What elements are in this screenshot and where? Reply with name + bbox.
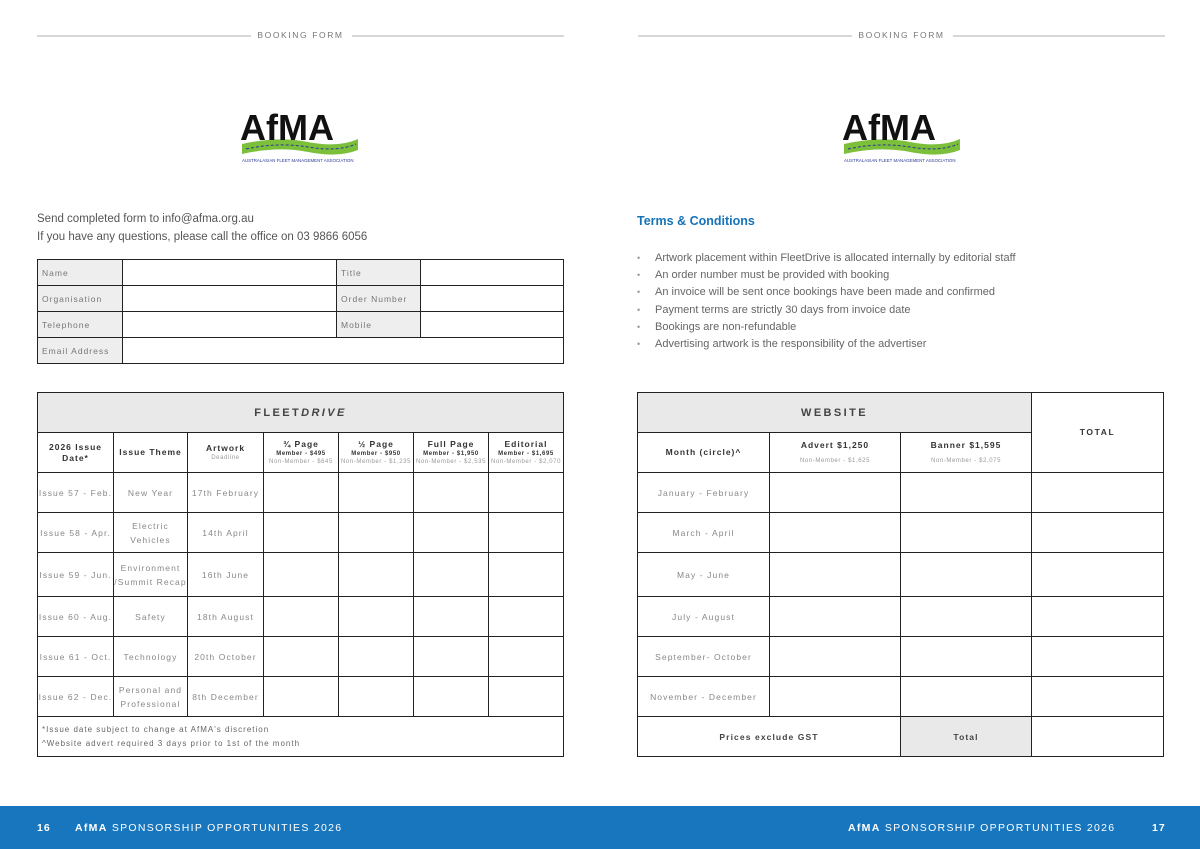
deadline-cell: 16th June: [188, 553, 264, 597]
telephone-field[interactable]: [123, 312, 337, 338]
fleetdrive-booking-table: [37, 392, 564, 757]
logo-tagline: AUSTRALASIAN FLEET MANAGEMENT ASSOCIATION: [844, 158, 956, 163]
table-row: [38, 553, 564, 597]
banner-cell[interactable]: [901, 473, 1032, 513]
booking-cell[interactable]: [414, 677, 489, 717]
logo-tagline: AUSTRALASIAN FLEET MANAGEMENT ASSOCIATION: [242, 158, 354, 163]
issue-cell: Issue 59 - Jun.: [38, 553, 114, 597]
theme-cell: New Year: [114, 473, 188, 513]
banner-cell[interactable]: [901, 553, 1032, 597]
col-issue-theme: Issue Theme: [114, 433, 188, 473]
booking-cell[interactable]: [414, 473, 489, 513]
right-footer-text: AfMA SPONSORSHIP OPPORTUNITIES 2026: [848, 822, 1116, 834]
right-page-number: 17: [1152, 822, 1166, 834]
note-website-advert: ^Website advert required 3 days prior to 1st of the month: [42, 738, 301, 748]
issue-cell: Issue 62 - Dec.: [38, 677, 114, 717]
fleetdrive-notes: [38, 717, 564, 757]
left-header-label: BOOKING FORM: [257, 30, 344, 40]
col-half-page: ½ Page Member - $950 Non-Member - $1,235: [339, 433, 414, 473]
deadline-cell: 8th December: [188, 677, 264, 717]
fleetdrive-title: FLEETDRIVE: [38, 393, 564, 433]
month-cell[interactable]: March - April: [638, 513, 770, 553]
grand-total-field[interactable]: [1032, 717, 1164, 757]
col-editorial: Editorial Member - $1,695 Non-Member - $2,070: [489, 433, 564, 473]
title-field[interactable]: [421, 260, 564, 286]
booking-cell[interactable]: [339, 553, 414, 597]
advert-cell[interactable]: [770, 513, 901, 553]
table-row: [638, 553, 1164, 597]
mobile-field[interactable]: [421, 312, 564, 338]
theme-cell: Safety: [114, 597, 188, 637]
booking-cell[interactable]: [264, 553, 339, 597]
list-item: • Payment terms are strictly 30 days from invoice date: [637, 302, 1016, 319]
contact-instructions: [37, 210, 367, 246]
booking-cell[interactable]: [414, 513, 489, 553]
col-full-page: Full Page Member - $1,950 Non-Member - $2,535: [414, 433, 489, 473]
issue-cell: Issue 58 - Apr.: [38, 513, 114, 553]
booking-cell[interactable]: [339, 637, 414, 677]
page-footer: [0, 806, 1200, 849]
booking-cell[interactable]: [339, 513, 414, 553]
total-cell[interactable]: [1032, 677, 1164, 717]
name-label: Name: [38, 260, 123, 286]
deadline-cell: 14th April: [188, 513, 264, 553]
right-page-header: [638, 30, 1165, 42]
table-row: [38, 677, 564, 717]
booking-cell[interactable]: [264, 677, 339, 717]
afma-logo-left: [238, 92, 362, 166]
month-cell[interactable]: November - December: [638, 677, 770, 717]
telephone-label: Telephone: [38, 312, 123, 338]
booking-cell[interactable]: [489, 513, 564, 553]
month-cell[interactable]: January - February: [638, 473, 770, 513]
advert-cell[interactable]: [770, 637, 901, 677]
banner-cell[interactable]: [901, 637, 1032, 677]
mobile-label: Mobile: [337, 312, 421, 338]
banner-cell[interactable]: [901, 513, 1032, 553]
prices-note: Prices exclude GST: [638, 717, 901, 757]
advert-cell[interactable]: [770, 677, 901, 717]
col-three-quarter-page: ¾ Page Member - $495 Non-Member - $645: [264, 433, 339, 473]
organisation-label: Organisation: [38, 286, 123, 312]
total-label: Total: [901, 717, 1032, 757]
table-row: [38, 473, 564, 513]
banner-cell[interactable]: [901, 677, 1032, 717]
table-row: [38, 637, 564, 677]
note-issue-date: *Issue date subject to change at AfMA's discretion: [42, 724, 270, 734]
table-row: [638, 637, 1164, 677]
booking-cell[interactable]: [339, 677, 414, 717]
booking-cell[interactable]: [264, 637, 339, 677]
right-header-label: BOOKING FORM: [858, 30, 945, 40]
total-cell[interactable]: [1032, 597, 1164, 637]
total-cell[interactable]: [1032, 553, 1164, 597]
list-item: • Bookings are non-refundable: [637, 319, 1016, 336]
advert-cell[interactable]: [770, 553, 901, 597]
order-number-label: Order Number: [337, 286, 421, 312]
table-row: [638, 473, 1164, 513]
banner-cell[interactable]: [901, 597, 1032, 637]
booking-cell[interactable]: [339, 473, 414, 513]
deadline-cell: 17th February: [188, 473, 264, 513]
contact-email-line: Send completed form to info@afma.org.au: [37, 213, 254, 225]
col-month: Month (circle)^: [638, 433, 770, 473]
website-title: WEBSITE: [638, 393, 1032, 433]
table-row: [638, 597, 1164, 637]
advert-cell[interactable]: [770, 597, 901, 637]
month-cell[interactable]: July - August: [638, 597, 770, 637]
booking-cell[interactable]: [414, 637, 489, 677]
booking-cell[interactable]: [489, 553, 564, 597]
left-page-number: 16: [37, 822, 51, 834]
col-advert: Advert $1,250 Non-Member - $1,625: [770, 433, 901, 473]
deadline-cell: 20th October: [188, 637, 264, 677]
issue-cell: Issue 60 - Aug.: [38, 597, 114, 637]
list-item: • Advertising artwork is the responsibility of the advertiser: [637, 336, 1016, 353]
left-page-header: [37, 30, 564, 42]
booking-cell[interactable]: [414, 597, 489, 637]
afma-logo-right: [840, 92, 964, 166]
name-field[interactable]: [123, 260, 337, 286]
booking-cell[interactable]: [489, 637, 564, 677]
table-row: [38, 513, 564, 553]
total-cell[interactable]: [1032, 637, 1164, 677]
deadline-cell: 18th August: [188, 597, 264, 637]
col-total: TOTAL: [1032, 393, 1164, 473]
total-cell[interactable]: [1032, 513, 1164, 553]
title-label: Title: [337, 260, 421, 286]
contact-details-form: [37, 259, 564, 364]
email-label: Email Address: [38, 338, 123, 364]
theme-cell: Personal and Professional: [114, 677, 188, 717]
issue-cell: Issue 57 - Feb.: [38, 473, 114, 513]
issue-cell: Issue 61 - Oct.: [38, 637, 114, 677]
month-cell[interactable]: September- October: [638, 637, 770, 677]
terms-title: Terms & Conditions: [637, 214, 755, 228]
booking-cell[interactable]: [414, 553, 489, 597]
organisation-field[interactable]: [123, 286, 337, 312]
booking-cell[interactable]: [339, 597, 414, 637]
left-footer-text: AfMA SPONSORSHIP OPPORTUNITIES 2026: [75, 822, 343, 834]
website-booking-table: [637, 392, 1164, 757]
col-issue-date: 2026 Issue Date*: [38, 433, 114, 473]
booking-cell[interactable]: [489, 473, 564, 513]
booking-cell[interactable]: [264, 473, 339, 513]
booking-cell[interactable]: [264, 513, 339, 553]
month-cell[interactable]: May - June: [638, 553, 770, 597]
logo-text: AfMA: [842, 107, 936, 148]
logo-text: AfMA: [240, 107, 334, 148]
table-row: [638, 513, 1164, 553]
list-item: • An invoice will be sent once bookings have been made and confirmed: [637, 284, 1016, 301]
terms-list: [637, 250, 1016, 353]
theme-cell: Electric Vehicles: [114, 513, 188, 553]
col-artwork: Artwork Deadline: [188, 433, 264, 473]
total-cell[interactable]: [1032, 473, 1164, 513]
table-row: [638, 677, 1164, 717]
booking-cell[interactable]: [489, 677, 564, 717]
contact-phone-line: If you have any questions, please call the office on 03 9866 6056: [37, 231, 368, 243]
list-item: • Artwork placement within FleetDrive is allocated internally by editorial staff: [637, 250, 1016, 267]
col-banner: Banner $1,595 Non-Member - $2,075: [901, 433, 1032, 473]
email-field[interactable]: [123, 338, 564, 364]
booking-cell[interactable]: [264, 597, 339, 637]
advert-cell[interactable]: [770, 473, 901, 513]
table-row: [38, 597, 564, 637]
theme-cell: Environment /Summit Recap: [114, 553, 188, 597]
theme-cell: Technology: [114, 637, 188, 677]
booking-cell[interactable]: [489, 597, 564, 637]
list-item: • An order number must be provided with booking: [637, 267, 1016, 284]
order-number-field[interactable]: [421, 286, 564, 312]
